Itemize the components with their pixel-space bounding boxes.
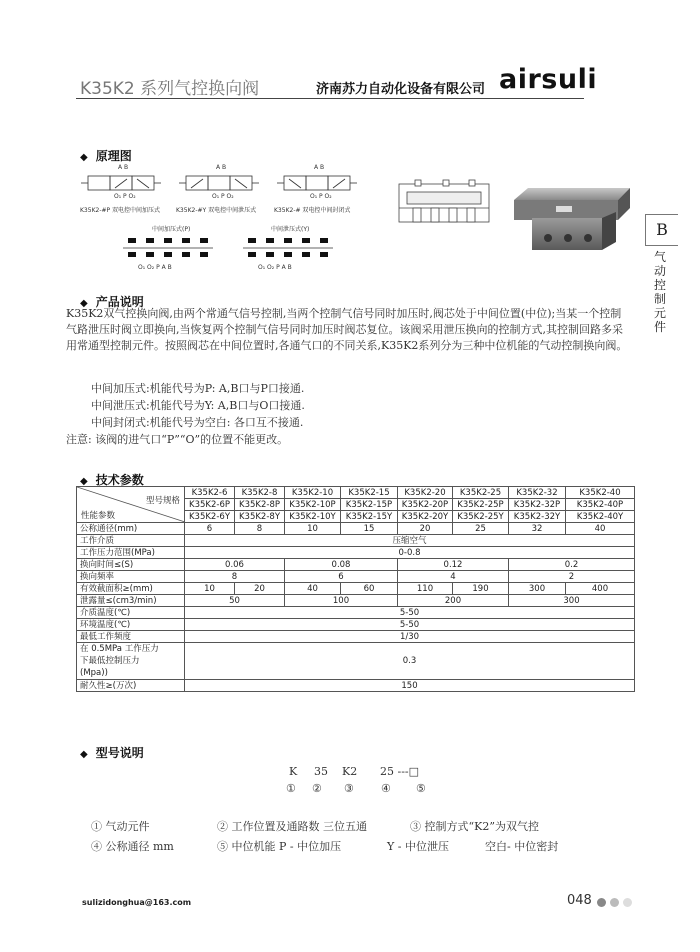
code-number: ② [312, 782, 322, 795]
model-cell: K35K2-6Y [185, 511, 235, 523]
model-cell: K35K2-20 [398, 487, 453, 499]
value-cell: 4 [398, 571, 509, 583]
page-dot-icon [597, 898, 606, 907]
value-cell: 50 [185, 595, 285, 607]
value-cell: 0.06 [185, 559, 285, 571]
code-number: ⑤ [416, 782, 426, 795]
value-cell: 0-0.8 [185, 547, 635, 559]
model-cell: K35K2-10 [285, 487, 341, 499]
page-number: 048 [567, 893, 592, 908]
value-cell: 2 [509, 571, 635, 583]
value-cell: 1/30 [185, 631, 635, 643]
page-dot-icon [623, 898, 632, 907]
page-dot-icon [610, 898, 619, 907]
table-row [77, 487, 635, 499]
table-corner-cell [77, 487, 185, 523]
legend-item: ⑤ 中位机能 P - 中位加压 [217, 840, 342, 853]
value-cell: 0.3 [185, 643, 635, 680]
port-label-ab: A B [314, 164, 325, 171]
company-name: 济南苏力自动化设备有限公司 [316, 82, 486, 97]
document-title: K35K2 系列气控换向阀 [80, 79, 260, 99]
table-row [77, 619, 635, 631]
table-row [77, 523, 635, 535]
row-label-line: 在 0.5MPa 工作压力 [80, 644, 159, 654]
model-cell: K35K2-20Y [398, 511, 453, 523]
row-label: 换向时间≤(S) [77, 559, 185, 571]
subtitle-y: 中间泄压式(Y) [271, 226, 310, 233]
legend-item: 空白- 中位密封 [485, 840, 559, 853]
product-photo [514, 182, 632, 252]
model-cell: K35K2-15Y [341, 511, 398, 523]
function-item-y: 中间泄压式:机能代号为Y: A,B口与O口接通. [91, 399, 305, 412]
model-cell: K35K2-6 [185, 487, 235, 499]
value-cell: 400 [566, 583, 635, 595]
code-part-35: 35 [314, 765, 328, 778]
value-cell: 110 [398, 583, 453, 595]
model-cell: K35K2-32 [509, 487, 566, 499]
port-label-row: O₁ P O₂ [114, 193, 136, 200]
model-cell: K35K2-6P [185, 499, 235, 511]
table-row [77, 680, 635, 692]
row-label: 介质温度(℃) [77, 607, 185, 619]
row-label-line: (Mpa)) [80, 668, 108, 678]
value-cell: 5-50 [185, 619, 635, 631]
model-cell: K35K2-8Y [235, 511, 285, 523]
caption-y: K35K2-#Y 双电控中间泄压式 [176, 207, 257, 214]
port-label-row2: O₁ O₂ P A B [258, 264, 292, 271]
legend-item: ④ 公称通径 mm [91, 840, 174, 853]
value-cell: 20 [398, 523, 453, 535]
value-cell: 100 [285, 595, 398, 607]
legend-item: ① 气动元件 [91, 820, 150, 833]
table-row [77, 535, 635, 547]
diamond-bullet-icon: ◆ [80, 749, 88, 760]
legend-item: ③ 控制方式“K2”为双气控 [410, 820, 539, 833]
port-label-ab: A B [118, 164, 129, 171]
code-number: ④ [381, 782, 391, 795]
legend-item: Y - 中位泄压 [387, 840, 449, 853]
section-tab-label: 气动控制元件 [654, 250, 667, 334]
row-label: 最低工作频度 [77, 631, 185, 643]
schematic-heading [80, 147, 132, 164]
model-cell: K35K2-20P [398, 499, 453, 511]
caption-p: K35K2-#P 双电控中间加压式 [80, 207, 161, 214]
value-cell: 40 [285, 583, 341, 595]
section-tab-letter: B [645, 214, 678, 246]
value-cell: 300 [509, 583, 566, 595]
specs-heading-text: 技术参数 [95, 473, 144, 487]
schematic-heading-text: 原理图 [95, 149, 132, 163]
port-label-row2: O₁ O₂ P A B [138, 264, 172, 271]
model-cell: K35K2-15 [341, 487, 398, 499]
model-cell: K35K2-40Y [566, 511, 635, 523]
value-cell: 40 [566, 523, 635, 535]
model-code-heading-text: 型号说明 [95, 746, 144, 760]
corner-bottom-label: 性能参数 [81, 511, 116, 521]
caption-o: K35K2-# 双电控中间封闭式 [274, 207, 351, 214]
model-cell: K35K2-32P [509, 499, 566, 511]
function-item-o: 中间封闭式:机能代号为空白: 各口互不接通. [91, 416, 304, 429]
table-row [77, 571, 635, 583]
model-cell: K35K2-15P [341, 499, 398, 511]
value-cell: 200 [398, 595, 509, 607]
value-cell: 300 [509, 595, 635, 607]
footer-email: sulizidonghua@163.com [82, 898, 192, 907]
value-cell: 0.2 [509, 559, 635, 571]
valve-symbol-y [179, 176, 259, 190]
row-label: 工作压力范围(MPa) [77, 547, 185, 559]
model-cell: K35K2-25 [453, 487, 509, 499]
diamond-bullet-icon: ◆ [80, 298, 88, 309]
model-cell: K35K2-32Y [509, 511, 566, 523]
subtitle-p: 中间加压式(P) [152, 226, 191, 233]
model-cell: K35K2-40 [566, 487, 635, 499]
value-cell: 25 [453, 523, 509, 535]
value-cell: 0.12 [398, 559, 509, 571]
model-cell: K35K2-8P [235, 499, 285, 511]
code-part-25: 25 ---□ [380, 765, 420, 778]
value-cell: 20 [235, 583, 285, 595]
table-row [77, 547, 635, 559]
row-label: 环境温度(℃) [77, 619, 185, 631]
usage-note: 注意: 该阀的进气口“P”“O”的位置不能更改。 [66, 433, 289, 446]
value-cell: 0.08 [285, 559, 398, 571]
table-row [77, 631, 635, 643]
value-cell: 150 [185, 680, 635, 692]
value-cell: 32 [509, 523, 566, 535]
header-rule [76, 98, 584, 99]
row-label: 泄露量≤(cm3/min) [77, 595, 185, 607]
table-row [77, 643, 635, 680]
table-row [77, 595, 635, 607]
port-label-ab: A B [216, 164, 227, 171]
table-row [77, 559, 635, 571]
value-cell: 5-50 [185, 607, 635, 619]
code-number: ③ [344, 782, 354, 795]
value-cell: 8 [185, 571, 285, 583]
function-item-p: 中间加压式:机能代号为P: A,B口与P口接通. [91, 382, 305, 395]
value-cell: 10 [185, 583, 235, 595]
description-paragraph: K35K2双气控换向阀,由两个常通气信号控制,当两个控制气信号同时加压时,阀芯处于中间位置(中位);当某一个控制气路泄压时阀立即换向,当恢复两个控制气信号同时加压时阀芯复位。该阀采用泄压换向的控制方式,其控制回路多采用常通型控制元件。按照阀芯在中间位置时,各通气口的不同关系,K35K2系列分为三种中位机能的气动控制换向阀。 [66, 307, 628, 352]
row-label-multiline [77, 643, 185, 680]
code-number: ① [286, 782, 296, 795]
value-cell: 190 [453, 583, 509, 595]
row-label: 耐久性≥(万次) [77, 680, 185, 692]
valve-symbol-o [277, 176, 357, 190]
model-code-heading [80, 744, 144, 761]
table-row [77, 607, 635, 619]
spec-table [76, 486, 635, 692]
code-part-k: K [289, 765, 298, 778]
value-cell: 6 [285, 571, 398, 583]
code-part-k2: K2 [342, 765, 358, 778]
model-cell: K35K2-25P [453, 499, 509, 511]
row-label-line: 下最低控制压力 [80, 656, 140, 666]
model-cell: K35K2-10Y [285, 511, 341, 523]
description-heading-text: 产品说明 [95, 295, 144, 309]
value-cell: 60 [341, 583, 398, 595]
row-label: 公称通径(mm) [77, 523, 185, 535]
model-cell: K35K2-8 [235, 487, 285, 499]
value-cell: 10 [285, 523, 341, 535]
mid-position-symbols [118, 232, 358, 268]
value-cell: 压缩空气 [185, 535, 635, 547]
value-cell: 8 [235, 523, 285, 535]
diamond-bullet-icon: ◆ [80, 152, 88, 163]
valve-symbol-p [81, 176, 161, 190]
corner-top-label: 型号规格 [145, 496, 180, 506]
model-cell: K35K2-40P [566, 499, 635, 511]
model-cell: K35K2-25Y [453, 511, 509, 523]
port-label-row: O₁ P O₂ [310, 193, 332, 200]
table-row [77, 583, 635, 595]
model-cell: K35K2-10P [285, 499, 341, 511]
port-label-row: O₁ P O₂ [212, 193, 234, 200]
row-label: 有效截面积≥(mm) [77, 583, 185, 595]
row-label: 换向频率 [77, 571, 185, 583]
legend-item: ② 工作位置及通路数 三位五通 [217, 820, 367, 833]
value-cell: 15 [341, 523, 398, 535]
diamond-bullet-icon: ◆ [80, 476, 88, 487]
valve-section-drawing [395, 176, 495, 232]
brand-logo: airsuli [499, 64, 598, 95]
row-label: 工作介质 [77, 535, 185, 547]
value-cell: 6 [185, 523, 235, 535]
